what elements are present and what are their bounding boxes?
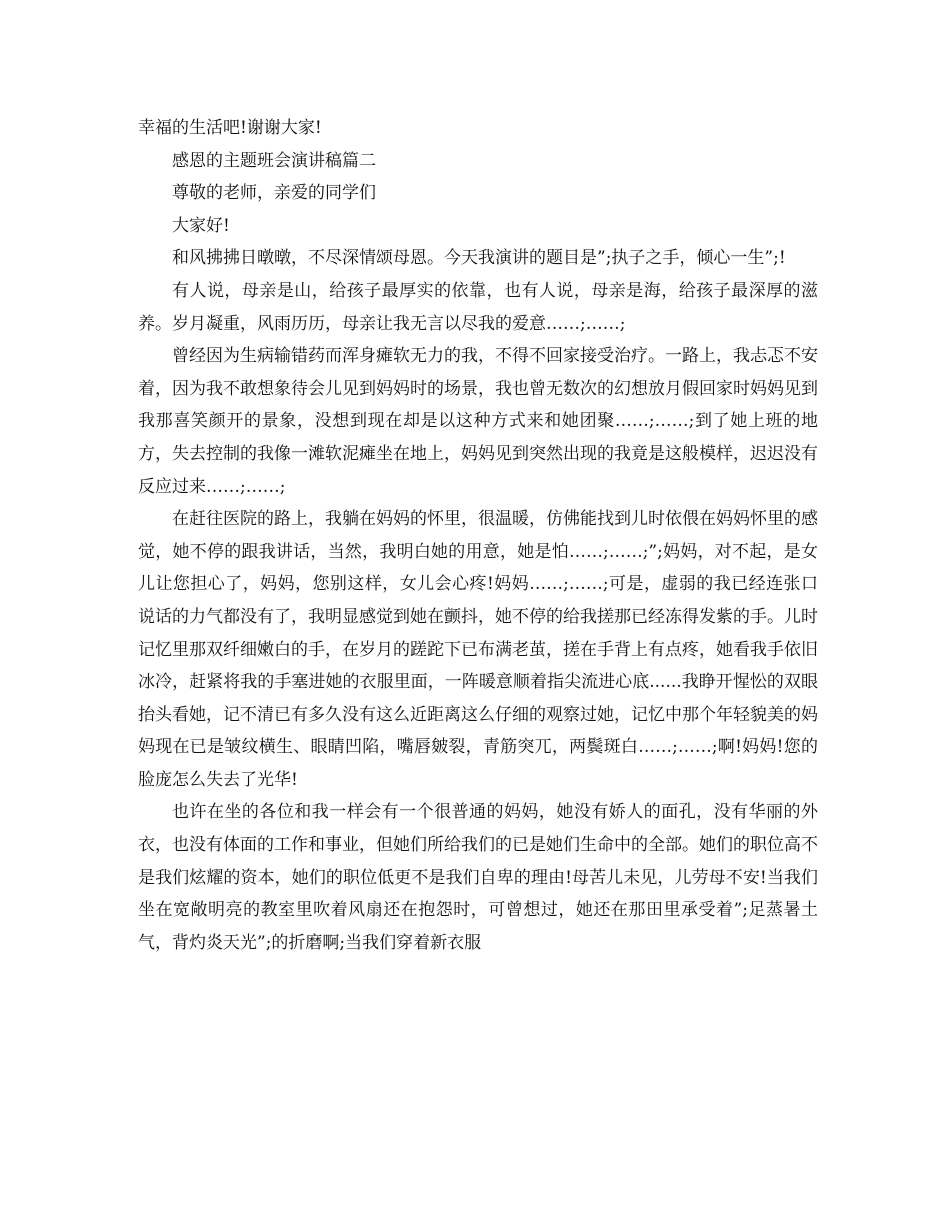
paragraph-ordinary-mother: 也许在坐的各位和我一样会有一个很普通的妈妈，她没有娇人的面孔，没有华丽的外衣，也没有体面的工作和事业，但她们所给我们的已是她们生命中的全部。她们的职位高不是我们炫耀的资本，她们的职位低更不是我们自卑的理由!母苦儿未见，儿劳母不安!当我们坐在宽敞明亮的教室里吹着风扇还在抱怨时，可曾想过，她还在那田里承受着”;足蒸暑土气，背灼炎天光”;的折磨啊;当我们穿着新衣服	[138, 802, 818, 953]
document-page	[138, 112, 818, 959]
paragraph-hospital: 在赶往医院的路上，我躺在妈妈的怀里，很温暖，仿佛能找到儿时依偎在妈妈怀里的感觉，她不停的跟我讲话，当然，我明白她的用意，她是怕……;……;”;妈妈，对不起，是女儿让您担心了，妈妈，您别这样，女儿会心疼!妈妈……;……;可是，虚弱的我已经连张口说话的力气都没有了，我明显感觉到她在颤抖，她不停的给我搓那已经冻得发紫的手。儿时记忆里那双纤细嫩白的手，在岁月的蹉跎下已布满老茧，搓在手背上有点疼，她看我手依旧冰冷，赶紧将我的手塞进她的衣服里面，一阵暖意顺着指尖流进心底......我睁开惺忪的双眼抬头看她，记不清已有多久没有这么近距离这么仔细的观察过她，记忆中那个年轻貌美的妈妈现在已是皱纹横生、眼睛凹陷，嘴唇皴裂，青筋突兀，两鬓斑白……;……;啊!妈妈!您的脸庞怎么失去了光华!	[138, 509, 818, 790]
paragraph-intro: 和风拂拂日暾暾，不尽深情颂母恩。今天我演讲的题目是”;执子之手，倾心一生”;!	[172, 248, 786, 269]
paragraph-mother-mountain: 有人说，母亲是山，给孩子最厚实的依靠，也有人说，母亲是海，给孩子最深厚的滋养。岁月凝重，风雨历历，母亲让我无言以尽我的爱意……;……;	[138, 280, 818, 334]
salutation: 尊敬的老师，亲爱的同学们	[172, 183, 376, 204]
section-title: 感恩的主题班会演讲稿篇二	[172, 150, 376, 171]
paragraph-illness: 曾经因为生病输错药而浑身瘫软无力的我，不得不回家接受治疗。一路上，我忐忑不安着，因为我不敢想象待会儿见到妈妈时的场景，我也曾无数次的幻想放月假回家时妈妈见到我那喜笑颜开的景象，没想到现在却是以这种方式来和她团聚……;……;到了她上班的地方，失去控制的我像一滩软泥瘫坐在地上，妈妈见到突然出现的我竟是这般模样，迟迟没有反应过来……;……;	[138, 346, 818, 497]
paragraph-closing-line: 幸福的生活吧!谢谢大家!	[138, 118, 322, 138]
greeting: 大家好!	[172, 215, 230, 236]
